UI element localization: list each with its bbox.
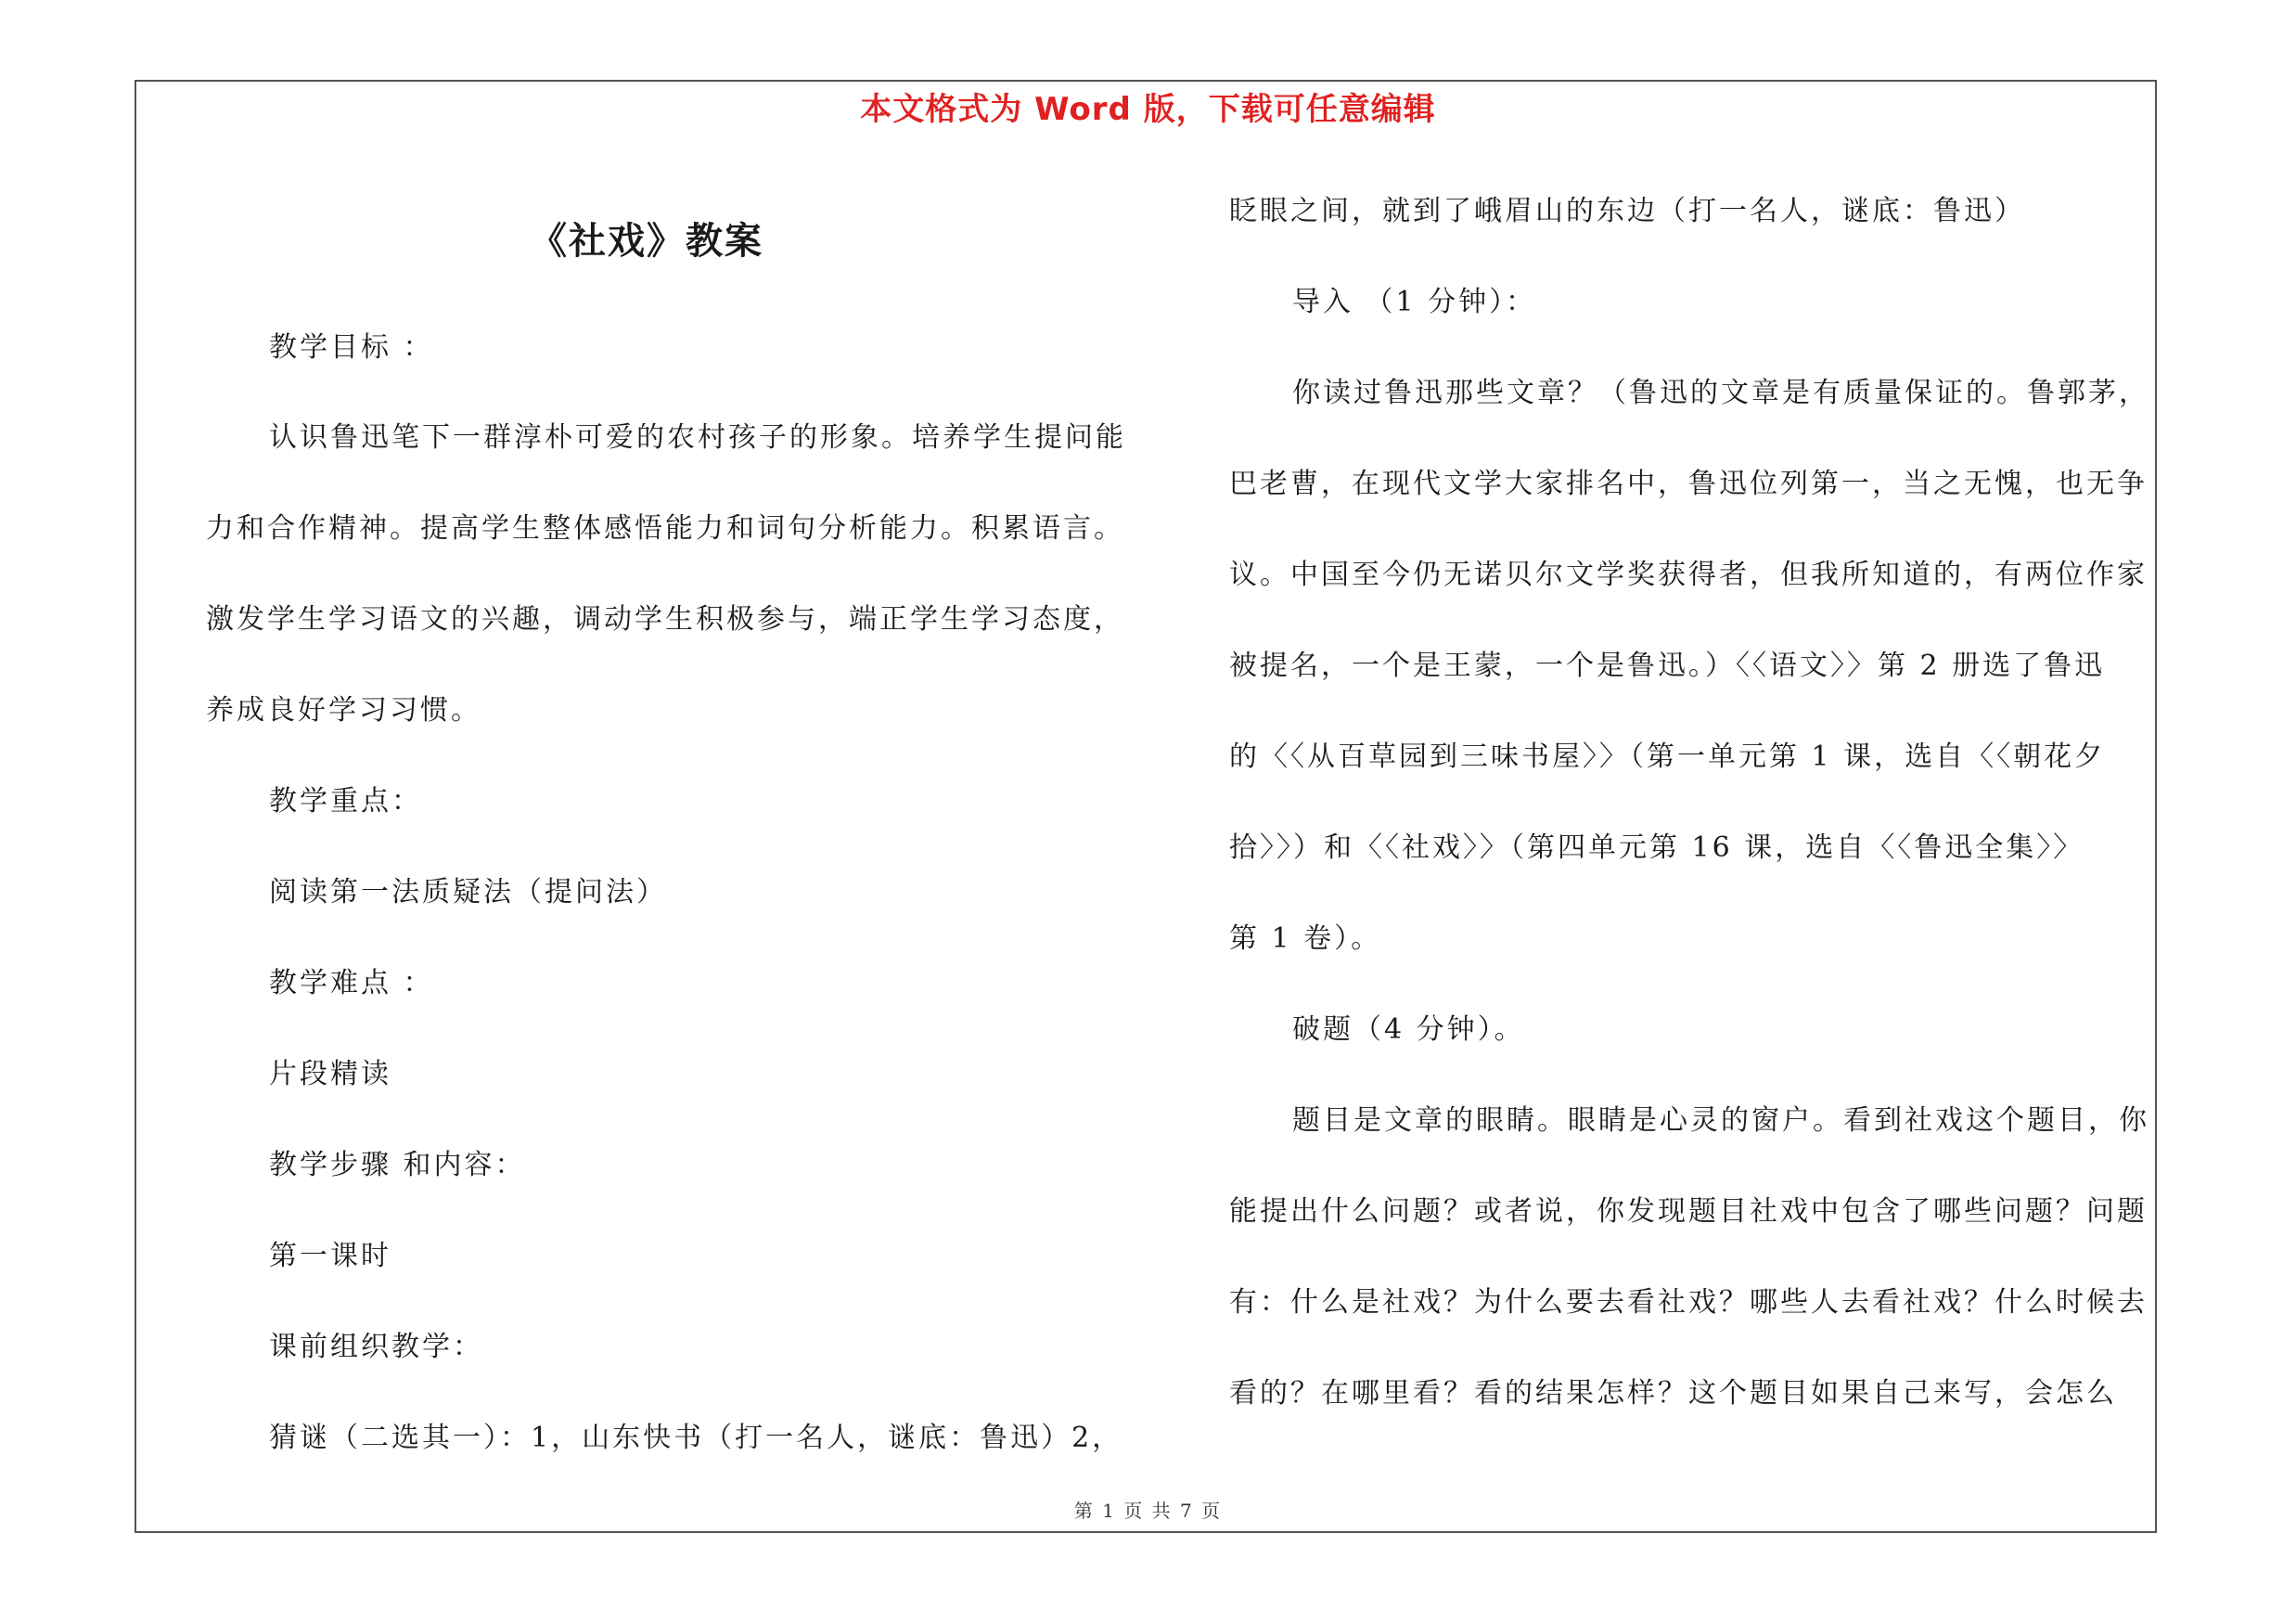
- paragraph-line: 教学目标 ：: [269, 331, 434, 364]
- paragraph-line: 巴老曹，在现代文学大家排名中，鲁迅位列第一，当之无愧，也无争: [1229, 468, 2148, 500]
- paragraph-line: 看的？在哪里看？看的结果怎样？这个题目如果自己来写，会怎么: [1229, 1377, 2117, 1410]
- paragraph-line: 题目是文章的眼睛。眼睛是心灵的窗户。看到社戏这个题目，你: [1292, 1104, 2149, 1137]
- paragraph-line: 认识鲁迅笔下一群淳朴可爱的农村孩子的形象。培养学生提问能: [269, 421, 1126, 454]
- format-banner: 本文格式为 Word 版，下载可任意编辑: [860, 91, 1436, 128]
- paragraph-line: 能提出什么问题？或者说，你发现题目社戏中包含了哪些问题？问题: [1229, 1195, 2148, 1228]
- paragraph-line: 被提名，一个是王蒙，一个是鲁迅。）〈〈语文〉〉第 2 册选了鲁迅: [1229, 650, 2106, 682]
- paragraph-line: 教学难点 ：: [269, 967, 434, 999]
- paragraph-line: 片段精读: [269, 1058, 391, 1090]
- paragraph-line: 有：什么是社戏？为什么要去看社戏？哪些人去看社戏？什么时候去: [1229, 1286, 2148, 1319]
- paragraph-line: 眨眼之间，就到了峨眉山的东边（打一名人，谜底：鲁迅）: [1229, 195, 2025, 227]
- paragraph-line: 阅读第一法质疑法（提问法）: [269, 876, 667, 908]
- document-title: 《社戏》教案: [530, 219, 763, 263]
- page-number: 第 1 页 共 7 页: [1073, 1500, 1223, 1522]
- paragraph-line: 拾〉〉）和〈〈社戏〉〉（第四单元第 16 课，选自〈〈鲁迅全集〉〉: [1229, 831, 2084, 864]
- paragraph-line: 课前组织教学：: [269, 1331, 483, 1363]
- paragraph-line: 你读过鲁迅那些文章？（鲁迅的文章是有质量保证的。鲁郭茅，: [1292, 377, 2149, 409]
- paragraph-line: 激发学生学习语文的兴趣，调动学生积极参与，端正学生学习态度，: [206, 603, 1124, 636]
- paragraph-line: 导入 （1 分钟）：: [1292, 286, 1537, 318]
- paragraph-line: 议。中国至今仍无诺贝尔文学奖获得者，但我所知道的，有两位作家: [1229, 559, 2148, 591]
- paragraph-line: 力和合作精神。提高学生整体感悟能力和词句分析能力。积累语言。: [206, 512, 1124, 545]
- paragraph-line: 教学步骤 和内容：: [269, 1149, 526, 1181]
- paragraph-line: 第 1 卷）。: [1229, 922, 1382, 955]
- paragraph-line: 猜谜（二选其一）：1，山东快书（打一名人，谜底：鲁迅）2，: [269, 1422, 1123, 1454]
- paragraph-line: 教学重点：: [269, 785, 422, 818]
- paragraph-line: 破题（4 分钟）。: [1292, 1013, 1525, 1046]
- paragraph-line: 的〈〈从百草园到三味书屋〉〉（第一单元第 1 课，选自〈〈朝花夕: [1229, 741, 2106, 773]
- paragraph-line: 养成良好学习习惯。: [206, 694, 481, 727]
- paragraph-line: 第一课时: [269, 1240, 391, 1272]
